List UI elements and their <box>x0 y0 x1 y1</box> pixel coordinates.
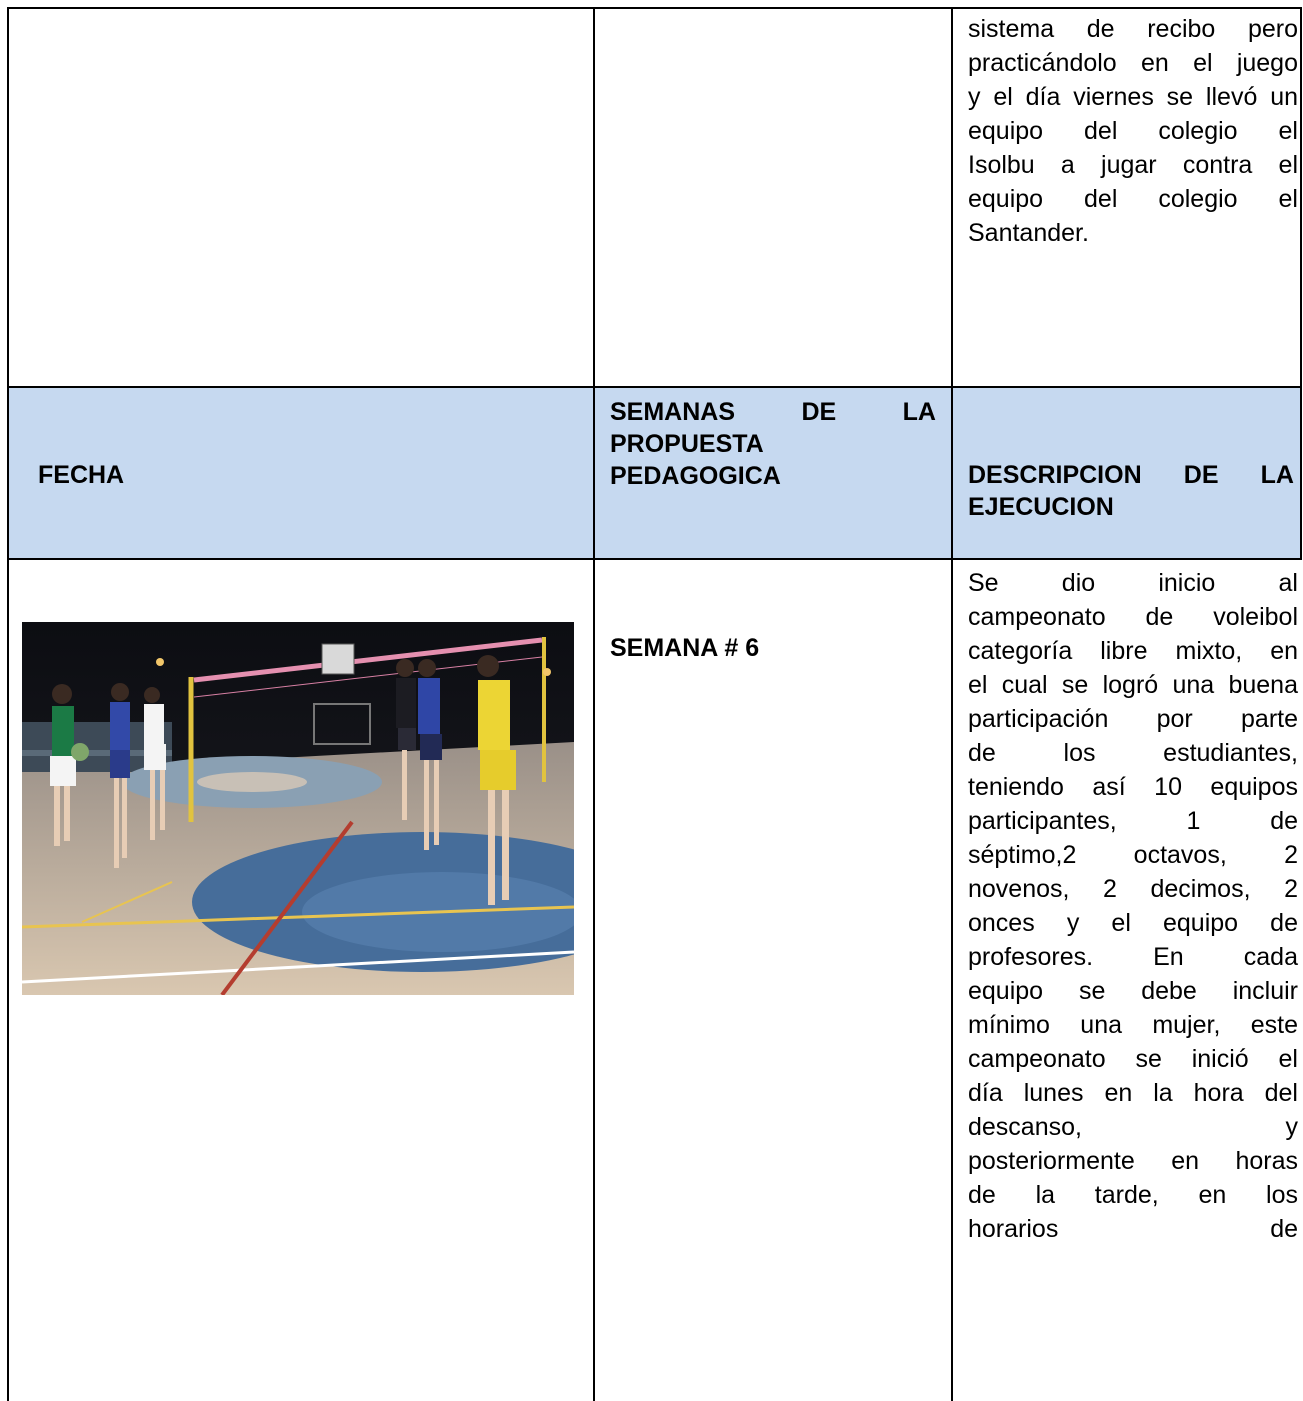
text-line: equipo del colegio el <box>968 117 1298 145</box>
header-descripcion <box>968 459 1294 523</box>
text-line: el cual se logró una buena <box>968 671 1298 699</box>
text-line: participantes, 1 de <box>968 807 1298 835</box>
text-line: categoría libre mixto, en <box>968 637 1298 665</box>
volleyball-court-photo <box>22 622 574 995</box>
header-semanas <box>610 396 936 492</box>
text-line: séptimo,2 octavos, 2 <box>968 841 1298 869</box>
text-line: de la tarde, en los <box>968 1181 1298 1209</box>
text-line: posteriormente en horas <box>968 1147 1298 1175</box>
text-line: de los estudiantes, <box>968 739 1298 767</box>
text-line: equipo del colegio el <box>968 185 1298 213</box>
table-border-col2 <box>951 8 953 1401</box>
header-line: PEDAGOGICA <box>610 462 781 490</box>
header-line: DESCRIPCION DE LA <box>968 461 1294 489</box>
text-line: campeonato de voleibol <box>968 603 1298 631</box>
text-line: y el día viernes se llevó un <box>968 83 1298 111</box>
text-line: teniendo así 10 equipos <box>968 773 1298 801</box>
text-line: horarios de <box>968 1215 1298 1243</box>
text-line: descanso, y <box>968 1113 1298 1141</box>
text-line: día lunes en la hora del <box>968 1079 1298 1107</box>
text-line: profesores. En cada <box>968 943 1298 971</box>
header-line: SEMANAS DE LA <box>610 398 936 426</box>
text-line: campeonato se inició el <box>968 1045 1298 1073</box>
header-line: PROPUESTA <box>610 430 764 458</box>
text-line: Santander. <box>968 219 1089 247</box>
text-line: mínimo una mujer, este <box>968 1011 1298 1039</box>
text-line: novenos, 2 decimos, 2 <box>968 875 1298 903</box>
table-border-right <box>1300 8 1302 559</box>
text-line: onces y el equipo de <box>968 909 1298 937</box>
text-line: equipo se debe incluir <box>968 977 1298 1005</box>
header-fecha: FECHA <box>38 461 125 489</box>
text-line: sistema de recibo pero <box>968 15 1298 43</box>
text-line: Se dio inicio al <box>968 569 1298 597</box>
text-line: Isolbu a jugar contra el <box>968 151 1298 179</box>
table-border-row1 <box>7 386 1302 388</box>
table-border-left <box>7 8 9 1401</box>
table-border-row2 <box>7 558 1302 560</box>
week-row-description <box>968 566 1298 1246</box>
text-line: participación por parte <box>968 705 1298 733</box>
top-row-description <box>968 12 1298 250</box>
week-label: SEMANA # 6 <box>610 634 760 662</box>
header-line: EJECUCION <box>968 493 1114 521</box>
table-border-col1 <box>593 8 595 1401</box>
text-line: practicándolo en el juego <box>968 49 1298 77</box>
table-border-top <box>7 7 1302 9</box>
